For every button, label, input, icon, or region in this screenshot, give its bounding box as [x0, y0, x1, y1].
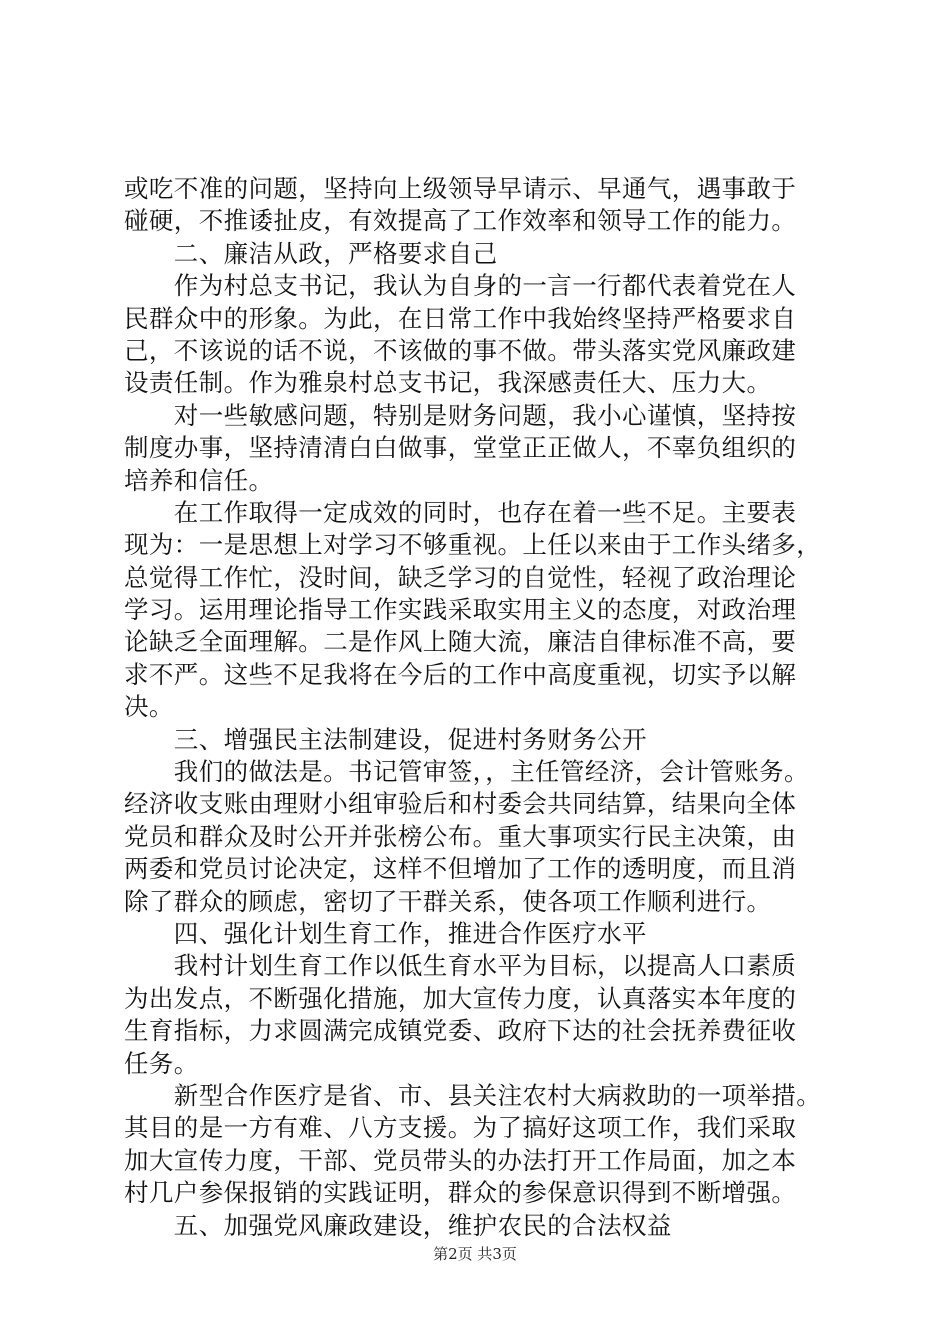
- text-line: 村几户参保报销的实践证明，群众的参保意识得到不断增强。: [124, 1178, 797, 1208]
- text-line: 党员和群众及时公开并张榜公布。重大事项实行民主决策，由: [124, 821, 797, 851]
- text-line: 四、强化计划生育工作，推进合作医疗水平: [124, 918, 647, 948]
- text-line: 三、增强民主法制建设，促进村务财务公开: [124, 724, 647, 754]
- page-footer: 第2页 共3页: [433, 1245, 517, 1263]
- text-line: 其目的是一方有难、八方支援。为了搞好这项工作，我们采取: [124, 1113, 797, 1143]
- text-line: 在工作取得一定成效的同时，也存在着一些不足。主要表: [124, 497, 797, 527]
- text-line: 设责任制。作为雅泉村总支书记，我深感责任大、压力大。: [124, 368, 772, 398]
- text-line: 经济收支账由理财小组审验后和村委会共同结算，结果向全体: [124, 789, 797, 819]
- text-line: 论缺乏全面理解。二是作风上随大流，廉洁自律标准不高，要: [124, 627, 797, 657]
- text-line: 现为：一是思想上对学习不够重视。上任以来由于工作头绪多，: [124, 530, 822, 560]
- text-line: 作为村总支书记，我认为自身的一言一行都代表着党在人: [124, 271, 797, 301]
- text-line: 新型合作医疗是省、市、县关注农村大病救助的一项举措。: [124, 1080, 822, 1110]
- text-line: 生育指标，力求圆满完成镇党委、政府下达的社会抚养费征收: [124, 1016, 797, 1046]
- text-line: 任务。: [124, 1048, 199, 1078]
- text-line: 总觉得工作忙，没时间，缺乏学习的自觉性，轻视了政治理论: [124, 562, 797, 592]
- text-line: 除了群众的顾虑，密切了干群关系，使各项工作顺利进行。: [124, 886, 772, 916]
- text-line: 决。: [124, 692, 174, 722]
- text-line: 或吃不准的问题，坚持向上级领导早请示、早通气，遇事敢于: [124, 174, 797, 203]
- text-line: 两委和党员讨论决定，这样不但增加了工作的透明度，而且消: [124, 854, 797, 884]
- text-line: 碰硬，不推诿扯皮，有效提高了工作效率和领导工作的能力。: [124, 206, 797, 236]
- text-line: 为出发点，不断强化措施，加大宣传力度，认真落实本年度的: [124, 983, 797, 1013]
- text-line: 民群众中的形象。为此，在日常工作中我始终坚持严格要求自: [124, 303, 797, 333]
- text-line: 我村计划生育工作以低生育水平为目标，以提高人口素质: [124, 951, 797, 981]
- text-line: 制度办事，坚持清清白白做事，堂堂正正做人，不辜负组织的: [124, 433, 797, 463]
- text-line: 五、加强党风廉政建设，维护农民的合法权益: [124, 1210, 672, 1240]
- text-line: 培养和信任。: [124, 465, 274, 495]
- text-line: 学习。运用理论指导工作实践采取实用主义的态度，对政治理: [124, 595, 797, 625]
- text-line: 我们的做法是。书记管审签，，主任管经济，会计管账务。: [124, 757, 809, 787]
- text-line: 己，不该说的话不说，不该做的事不做。带头落实党风廉政建: [124, 335, 797, 365]
- text-line: 二、廉洁从政，严格要求自己: [124, 238, 498, 268]
- text-line: 求不严。这些不足我将在今后的工作中高度重视，切实予以解: [124, 659, 797, 689]
- document-body: [124, 173, 824, 1242]
- text-line: 加大宣传力度，干部、党员带头的办法打开工作局面，加之本: [124, 1145, 797, 1175]
- text-line: 对一些敏感问题，特别是财务问题，我小心谨慎，坚持按: [124, 400, 797, 430]
